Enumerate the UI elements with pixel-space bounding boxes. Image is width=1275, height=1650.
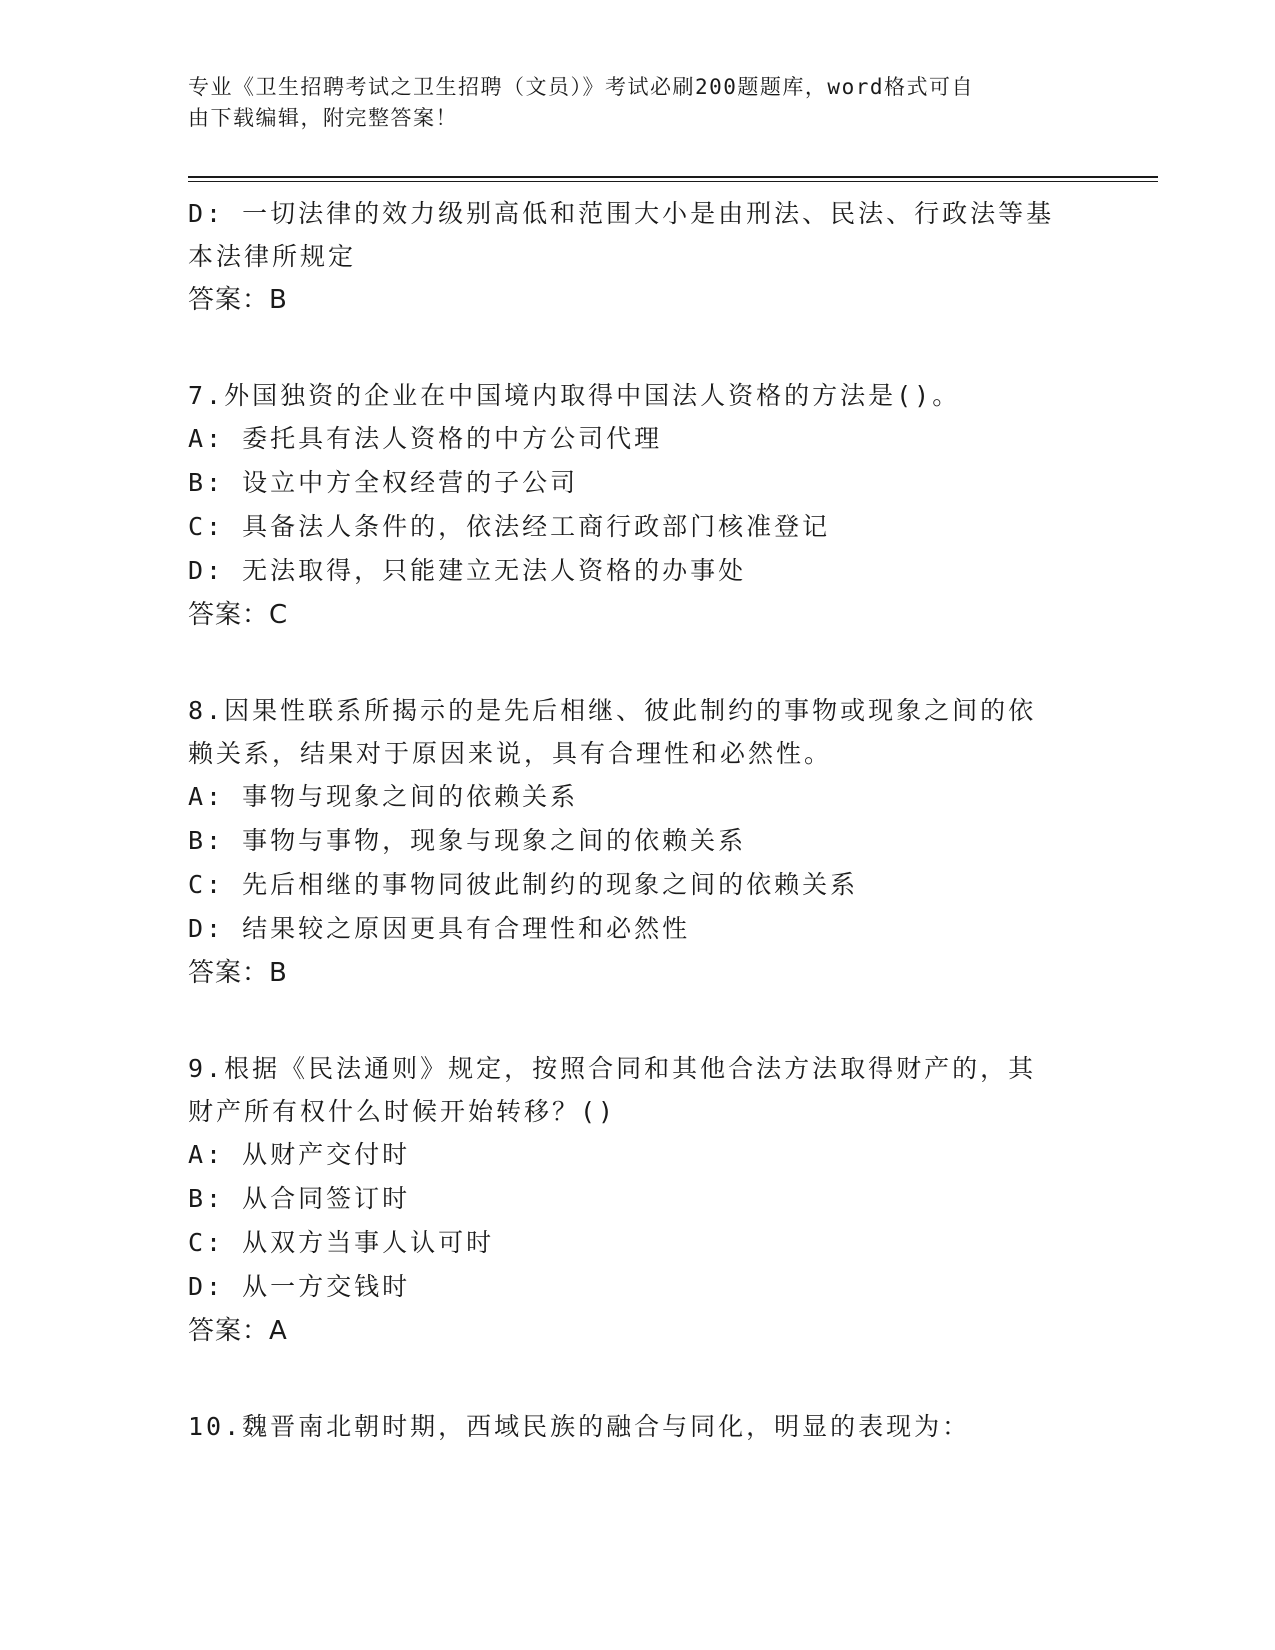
header-rule-thick <box>188 176 1158 178</box>
question-stem: 10.魏晋南北朝时期，西域民族的融合与同化，明显的表现为： <box>188 1412 971 1441</box>
question-stem: 7.外国独资的企业在中国境内取得中国法人资格的方法是()。 <box>188 381 961 410</box>
option-d: D: 从一方交钱时 <box>188 1272 411 1301</box>
option-c: C: 先后相继的事物同彼此制约的现象之间的依赖关系 <box>188 870 859 899</box>
question-9 <box>188 1047 1088 1353</box>
option-a: A: 从财产交付时 <box>188 1140 411 1169</box>
question-10 <box>188 1405 1088 1448</box>
question-stem-line-1: 9.根据《民法通则》规定，按照合同和其他合法方法取得财产的，其 <box>188 1054 1037 1083</box>
option-b: B: 设立中方全权经营的子公司 <box>188 468 579 497</box>
spacer <box>188 1353 1088 1405</box>
header-rule-thin <box>188 181 1158 182</box>
previous-question-tail <box>188 192 1088 322</box>
option-d-line-1: D: 一切法律的效力级别高低和范围大小是由刑法、民法、行政法等基 <box>188 199 1055 228</box>
option-b: B: 事物与事物，现象与现象之间的依赖关系 <box>188 826 747 855</box>
option-d: D: 结果较之原因更具有合理性和必然性 <box>188 914 691 943</box>
spacer <box>188 637 1088 689</box>
document-body <box>188 192 1088 1448</box>
option-b: B: 从合同签订时 <box>188 1184 411 1213</box>
spacer <box>188 995 1088 1047</box>
header-line-1: 专业《卫生招聘考试之卫生招聘（文员）》考试必刷200题题库，word格式可自 <box>188 75 974 99</box>
option-a: A: 委托具有法人资格的中方公司代理 <box>188 424 663 453</box>
option-c: C: 具备法人条件的，依法经工商行政部门核准登记 <box>188 512 831 541</box>
option-a: A: 事物与现象之间的依赖关系 <box>188 782 579 811</box>
option-c: C: 从双方当事人认可时 <box>188 1228 495 1257</box>
question-stem-line-1: 8.因果性联系所揭示的是先后相继、彼此制约的事物或现象之间的依 <box>188 696 1037 725</box>
answer-line: 答案：A <box>188 1316 288 1346</box>
answer-line: 答案：C <box>188 600 289 630</box>
document-header <box>188 72 1068 134</box>
answer-line: 答案：B <box>188 285 288 315</box>
spacer <box>188 322 1088 374</box>
header-line-2: 由下载编辑，附完整答案！ <box>188 106 458 130</box>
answer-line: 答案：B <box>188 958 288 988</box>
question-stem-line-2: 赖关系，结果对于原因来说，具有合理性和必然性。 <box>188 739 833 768</box>
option-d-line-2: 本法律所规定 <box>188 242 357 271</box>
question-8 <box>188 689 1088 995</box>
question-stem-line-2: 财产所有权什么时候开始转移？() <box>188 1097 617 1126</box>
option-d: D: 无法取得，只能建立无法人资格的办事处 <box>188 556 747 585</box>
question-7 <box>188 374 1088 637</box>
